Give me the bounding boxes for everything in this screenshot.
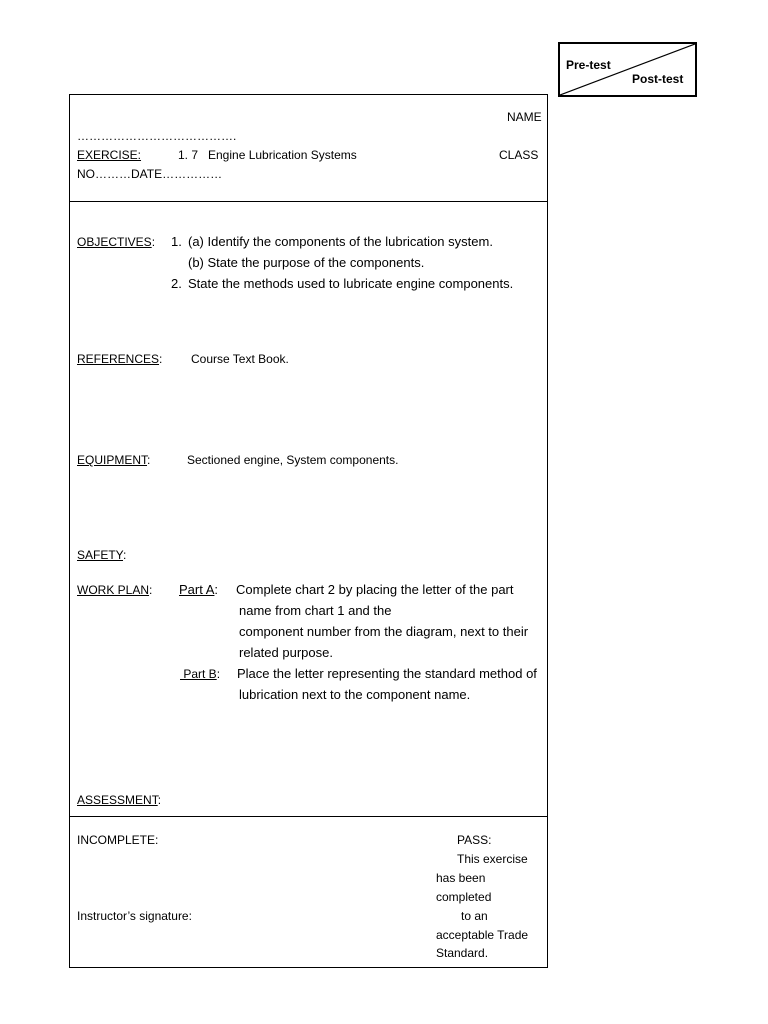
equipment-heading: EQUIPMENT: xyxy=(77,453,151,467)
pass-text-line: completed xyxy=(436,890,492,904)
work-plan-heading: WORK PLAN: xyxy=(77,583,153,597)
part-a-line: Complete chart 2 by placing the letter of the part xyxy=(236,582,514,597)
pass-text-line: to an xyxy=(461,909,488,923)
name-dots: …………………………………. xyxy=(77,129,237,143)
part-a-line: component number from the diagram, next to their xyxy=(239,624,529,639)
objective-number: 1. xyxy=(171,234,182,249)
part-b-line: Place the letter representing the standard method of xyxy=(237,666,537,681)
no-date-line: NO………DATE…………… xyxy=(77,167,223,181)
exercise-title: Engine Lubrication Systems xyxy=(208,148,357,162)
name-label: NAME xyxy=(507,110,542,124)
pass-text-line: Standard. xyxy=(436,946,489,960)
incomplete-label: INCOMPLETE: xyxy=(77,833,159,847)
part-b-line: lubrication next to the component name. xyxy=(239,687,471,702)
exercise-number: 1. 7 xyxy=(178,148,199,162)
post-test-label: Post-test xyxy=(632,72,684,86)
objective-item: (a) Identify the components of the lubrication system. xyxy=(188,234,493,249)
pass-text-line: has been xyxy=(436,871,486,885)
pre-post-test-box xyxy=(558,42,697,97)
part-a-label: Part A: xyxy=(179,582,219,597)
pass-label: PASS: xyxy=(457,833,492,847)
part-b-label: Part B: xyxy=(180,667,221,681)
part-a-line: name from chart 1 and the xyxy=(239,603,392,618)
references-text: Course Text Book. xyxy=(191,352,289,366)
footer-divider xyxy=(69,816,548,817)
exercise-label: EXERCISE: xyxy=(77,148,142,162)
pass-text-line: acceptable Trade xyxy=(436,928,529,942)
safety-heading: SAFETY: xyxy=(77,548,127,562)
part-a-line: related purpose. xyxy=(239,645,333,660)
equipment-text: Sectioned engine, System components. xyxy=(187,453,399,467)
assessment-heading: ASSESSMENT: xyxy=(77,793,162,807)
pass-text-line: This exercise xyxy=(457,852,528,866)
header-divider xyxy=(69,201,548,202)
objective-number: 2. xyxy=(171,276,182,291)
references-heading: REFERENCES: xyxy=(77,352,163,366)
class-label: CLASS xyxy=(499,148,539,162)
instructor-signature-label: Instructor’s signature: xyxy=(77,909,192,923)
objective-item: (b) State the purpose of the components. xyxy=(188,255,425,270)
pre-test-label: Pre-test xyxy=(566,58,611,72)
objectives-heading: OBJECTIVES: xyxy=(77,235,156,249)
objective-item: State the methods used to lubricate engine components. xyxy=(188,276,514,291)
